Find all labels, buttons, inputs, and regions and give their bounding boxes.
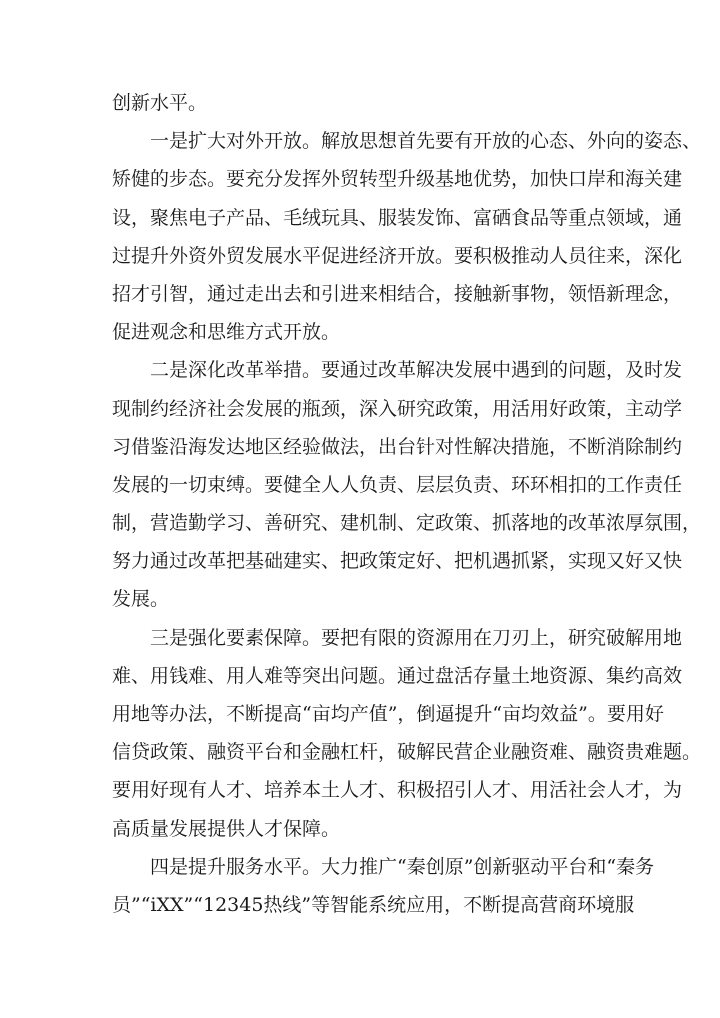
text-line: 制，营造勤学习、善研究、建机制、定政策、抓落地的改革浓厚氛围， xyxy=(112,512,702,535)
text-line: 习借鉴沿海发达地区经验做法，出台针对性解决措施，不断消除制约 xyxy=(112,435,683,458)
text-line: 员”“iXX”“12345热线”等智能系统应用，不断提高营商环境服 xyxy=(112,893,635,916)
text-line: 难、用钱难、用人难等突出问题。通过盘活存量土地资源、集约高效 xyxy=(112,664,683,687)
paragraph-service xyxy=(112,848,655,924)
text-line: 三是强化要素保障。要把有限的资源用在刀刃上，研究破解用地 xyxy=(150,626,683,649)
text-line: 设，聚焦电子产品、毛绒玩具、服装发饰、富硒食品等重点领域，通 xyxy=(112,206,683,229)
text-line: 一是扩大对外开放。解放思想首先要有开放的心态、外向的姿态、 xyxy=(150,130,702,153)
text-line: 发展。 xyxy=(112,588,170,611)
text-line: 信贷政策、融资平台和金融杠杆，破解民营企业融资难、融资贵难题。 xyxy=(112,741,702,764)
text-line: 努力通过改革把基础建实、把政策定好、把机遇抓紧，实现又好又快 xyxy=(112,550,683,573)
text-line: 高质量发展提供人才保障。 xyxy=(112,817,341,840)
text-line: 创新水平。 xyxy=(112,92,208,114)
body-text xyxy=(112,84,702,924)
text-line: 促进观念和思维方式开放。 xyxy=(112,321,341,344)
text-line: 四是提升服务水平。大力推广“秦创原”创新驱动平台和“秦务 xyxy=(150,855,655,878)
text-line: 用地等办法，不断提高“亩均产值”，倒逼提升“亩均效益”。要用好 xyxy=(112,703,664,725)
text-line: 要用好现有人才、培养本土人才、积极招引人才、用活社会人才，为 xyxy=(112,779,683,802)
paragraph-resources xyxy=(112,619,702,848)
text-line: 二是深化改革举措。要通过改革解决发展中遇到的问题，及时发 xyxy=(150,359,683,382)
text-line: 现制约经济社会发展的瓶颈，深入研究政策，用活用好政策，主动学 xyxy=(112,397,683,420)
text-line: 招才引智，通过走出去和引进来相结合，接触新事物，领悟新理念， xyxy=(112,282,683,305)
paragraph-reform xyxy=(112,351,702,618)
paragraph-open-up xyxy=(112,122,702,351)
text-line: 发展的一切束缚。要健全人人负责、层层负责、环环相扣的工作责任 xyxy=(112,473,683,496)
paragraph-continuation xyxy=(112,84,612,122)
text-line: 过提升外资外贸发展水平促进经济开放。要积极推动人员往来，深化 xyxy=(112,244,683,267)
text-line: 矫健的步态。要充分发挥外贸转型升级基地优势，加快口岸和海关建 xyxy=(112,168,683,191)
